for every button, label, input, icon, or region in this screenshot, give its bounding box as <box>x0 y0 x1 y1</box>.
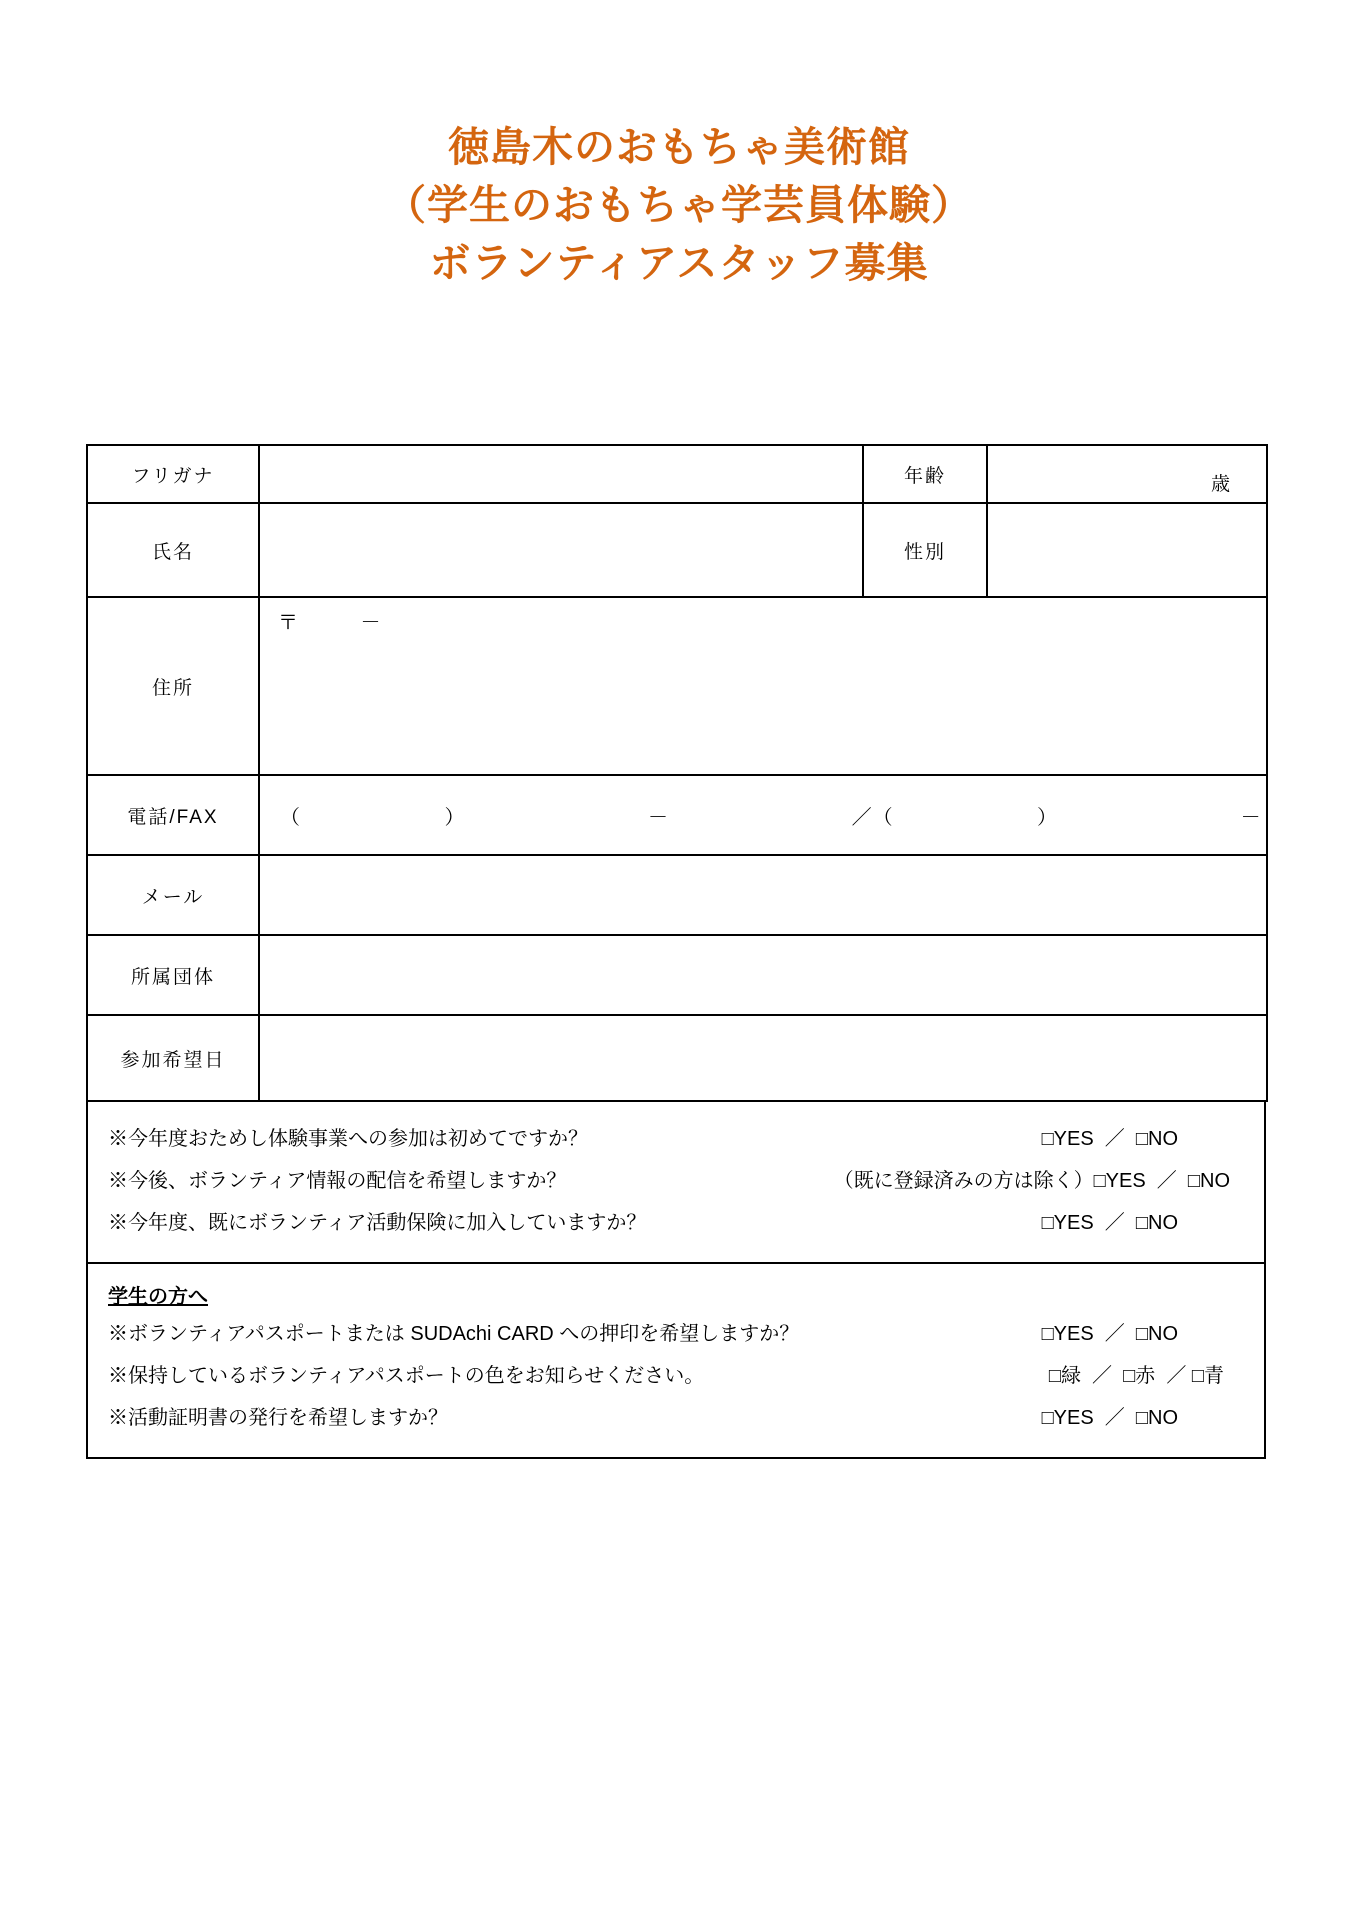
question-row <box>108 1313 1244 1355</box>
age-unit-label: 歳 <box>1210 474 1230 495</box>
title-line-2: （学生のおもちゃ学芸員体験） <box>385 182 973 228</box>
field-name[interactable] <box>259 503 863 597</box>
applicant-info-table <box>86 444 1268 1102</box>
question-options[interactable]: □YES ／ □NO <box>1093 1170 1230 1192</box>
question-note: （既に登録済みの方は除く） <box>833 1170 1094 1192</box>
label-furigana: フリガナ <box>87 445 259 503</box>
student-questions-box <box>86 1264 1266 1459</box>
tel-fax-pattern: （ ） － ／（ ） － <box>280 804 1262 829</box>
question-options[interactable]: □YES ／ □NO <box>1041 1212 1178 1234</box>
label-tel-fax: 電話/FAX <box>87 775 259 855</box>
question-text: ※今年度おためし体験事業への参加は初めてですか？ <box>108 1128 588 1150</box>
student-section-heading: 学生の方へ <box>108 1286 208 1308</box>
label-organization: 所属団体 <box>87 935 259 1015</box>
field-tel-fax[interactable] <box>259 775 1267 855</box>
question-text: ※保持しているボランティアパスポートの色をお知らせください。 <box>108 1365 705 1387</box>
label-name: 氏名 <box>87 503 259 597</box>
field-mail[interactable] <box>259 855 1267 935</box>
table-row <box>87 855 1267 935</box>
student-section-heading-wrap <box>108 1280 1244 1313</box>
label-address: 住所 <box>87 597 259 775</box>
question-text: ※今後、ボランティア情報の配信を希望しますか？ <box>108 1170 567 1192</box>
zip-code-mark: 〒 － <box>278 612 383 634</box>
field-desired-date[interactable] <box>259 1015 1267 1101</box>
label-desired-date: 参加希望日 <box>87 1015 259 1101</box>
question-options[interactable]: □YES ／ □NO <box>1041 1407 1178 1429</box>
label-age: 年齢 <box>863 445 987 503</box>
question-text: ※ボランティアパスポートまたは SUDAchi CARD への押印を希望しますか？ <box>108 1323 800 1345</box>
application-form <box>86 444 1266 1459</box>
document-title <box>0 0 1358 292</box>
field-address[interactable] <box>259 597 1267 775</box>
field-organization[interactable] <box>259 935 1267 1015</box>
label-gender: 性別 <box>863 503 987 597</box>
table-row <box>87 597 1267 775</box>
question-row <box>108 1202 1244 1244</box>
table-row <box>87 935 1267 1015</box>
question-options[interactable]: □YES ／ □NO <box>1041 1323 1178 1345</box>
question-text: ※今年度、既にボランティア活動保険に加入していますか？ <box>108 1212 647 1234</box>
question-options[interactable]: □緑 ／ □赤 ／ □青 <box>1048 1365 1224 1387</box>
field-gender[interactable] <box>987 503 1267 597</box>
question-text: ※活動証明書の発行を希望しますか？ <box>108 1407 448 1429</box>
table-row <box>87 445 1267 503</box>
table-row <box>87 775 1267 855</box>
table-row <box>87 503 1267 597</box>
question-row <box>108 1397 1244 1439</box>
question-row <box>108 1355 1244 1397</box>
title-line-3: ボランティアスタッフ募集 <box>429 240 929 286</box>
label-mail: メール <box>87 855 259 935</box>
question-row <box>108 1118 1244 1160</box>
question-options[interactable]: □YES ／ □NO <box>1041 1128 1178 1150</box>
title-line-1: 徳島木のおもちゃ美術館 <box>448 124 910 170</box>
field-furigana[interactable] <box>259 445 863 503</box>
table-row <box>87 1015 1267 1101</box>
question-row <box>108 1160 1244 1202</box>
field-age[interactable] <box>987 445 1267 503</box>
general-questions-box <box>86 1102 1266 1264</box>
